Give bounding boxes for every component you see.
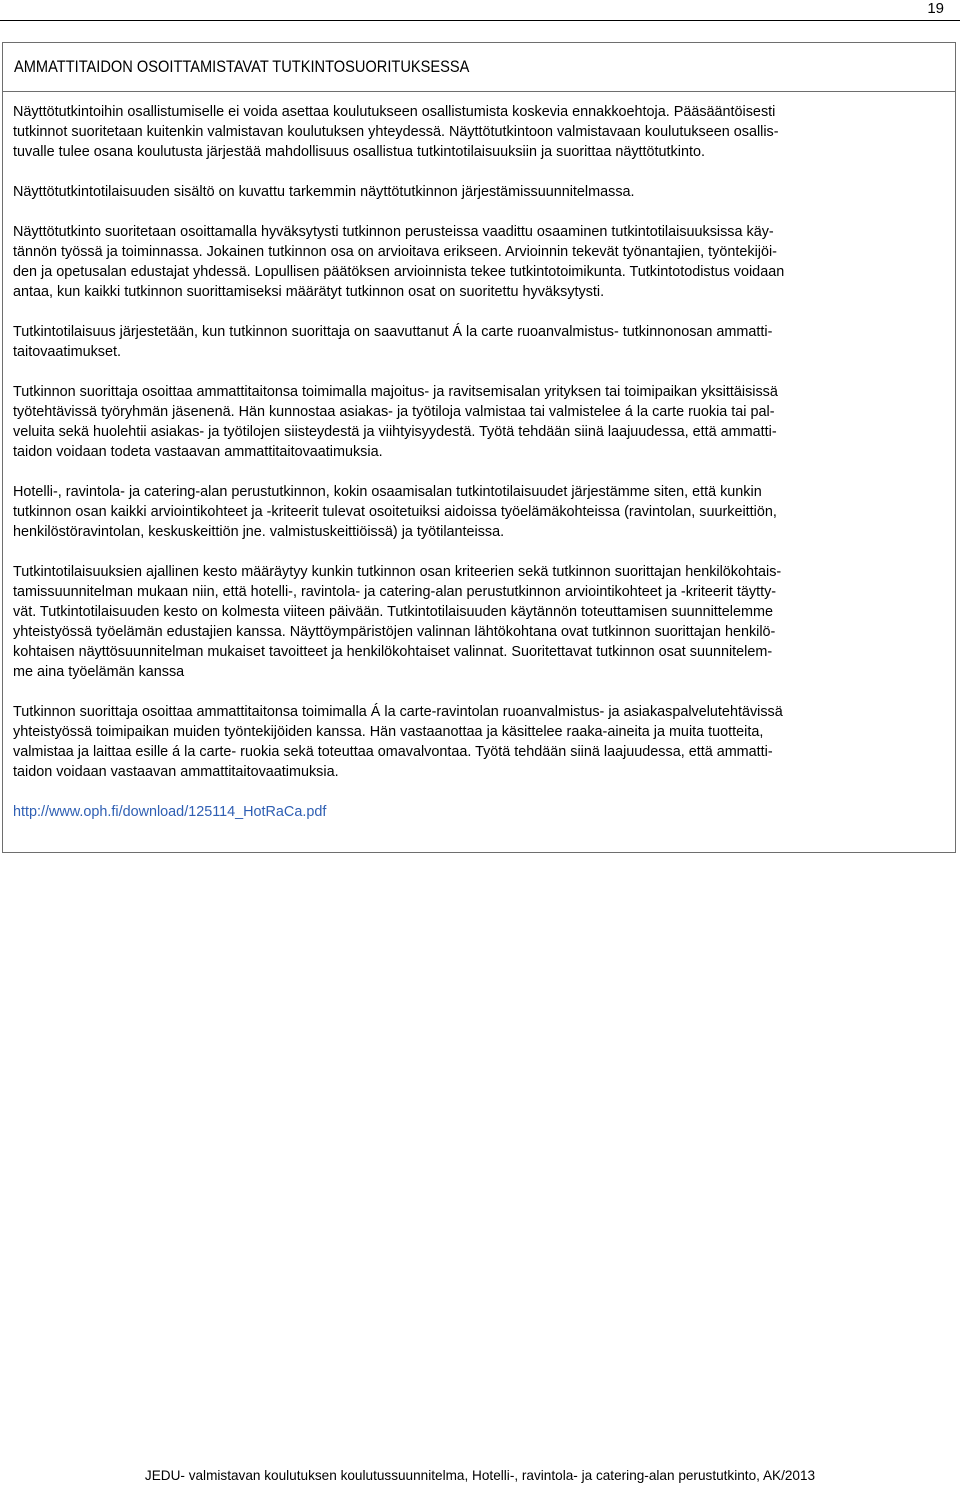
text-line: vät. Tutkintotilaisuuden kesto on kolmesta viiteen päivään. Tutkintotilaisuuden käytännön toteuttamisen suunnittelemme <box>13 604 773 620</box>
text-line: tutkinnon osan kaikki arviointikohteet ja -kriteerit tulevat osoitetuiksi aidoissa työelämäkohteissa (ravintolan, suurkeittiön, <box>13 504 777 520</box>
paragraph-8 <box>13 702 951 782</box>
text-line: tutkinnot suoritetaan kuitenkin valmistavan koulutuksen yhteydessä. Näyttötutkintoon valmistavaan koulutukseen osallis- <box>13 124 779 140</box>
text-line: työtehtävissä työryhmän jäsenenä. Hän kunnostaa asiakas- ja työtiloja valmistaa tai valmistelee á la carte ruokia tai pal- <box>13 404 775 420</box>
paragraph-2 <box>13 182 951 202</box>
page-number: 19 <box>927 0 944 17</box>
header-rule <box>0 20 960 21</box>
text-line: tuvalle tulee osana koulutusta järjestää mahdollisuus osallistua tutkintotilaisuuksiin ja suorittaa näyttötutkinto. <box>13 144 705 160</box>
document-title: AMMATTITAIDON OSOITTAMISTAVAT TUTKINTOSUORITUKSESSA <box>14 57 470 76</box>
text-line: tännön työssä ja toiminnassa. Jokainen tutkinnon osa on arvioitava erikseen. Arvioinnin tekevät työnantajien, työntekijöi- <box>13 244 777 260</box>
paragraph-1 <box>13 102 951 162</box>
pdf-link[interactable]: http://www.oph.fi/download/125114_HotRaCa.pdf <box>13 804 327 820</box>
text-line: me aina työelämän kanssa <box>13 664 185 680</box>
text-line: veluita sekä huolehtii asiakas- ja työtilojen siisteydestä ja viihtyisyydestä. Työtä tehdään siinä laajuudessa, että ammatti- <box>13 424 777 440</box>
paragraph-5 <box>13 382 951 462</box>
content-box <box>2 42 956 853</box>
text-line: henkilöstöravintolan, keskuskeittiön jne. valmistuskeittiöissä) ja työtilanteissa. <box>13 524 505 540</box>
text-line: Tutkinnon suorittaja osoittaa ammattitaitonsa toimimalla Á la carte-ravintolan ruoanvalmistus- ja asiakaspalvelutehtävissä <box>13 704 783 720</box>
text-line: antaa, kun kaikki tutkinnon suorittamiseksi määrätyt tutkinnon osat on suoritettu hyväksytysti. <box>13 284 605 300</box>
text-line: taitovaatimukset. <box>13 344 121 360</box>
title-bar <box>3 43 955 92</box>
paragraph-7 <box>13 562 951 682</box>
text-line: yhteistyössä työelämän edustajien kanssa. Näyttöympäristöjen valinnan lähtökohtana ovat tutkinnon suorittajan henkilö- <box>13 624 776 640</box>
text-line: Tutkintotilaisuus järjestetään, kun tutkinnon suorittaja on saavuttanut Á la carte ruoanvalmistus- tutkinnonosan ammatti- <box>13 324 773 340</box>
paragraph-3 <box>13 222 951 302</box>
link-paragraph <box>13 802 951 822</box>
text-line: kohtaisen näyttösuunnitelman mukaiset tavoitteet ja henkilökohtaiset valinnat. Suoritettavat tutkinnon osat suunnitelem- <box>13 644 773 660</box>
document-body <box>13 102 951 822</box>
text-line: taidon voidaan vastaavan ammattitaitovaatimuksia. <box>13 764 339 780</box>
text-line: Tutkinnon suorittaja osoittaa ammattitaitonsa toimimalla majoitus- ja ravitsemisalan yrityksen tai toimipaikan yksittäisissä <box>13 384 778 400</box>
text-line: taidon voidaan todeta vastaavan ammattitaitovaatimuksia. <box>13 444 383 460</box>
text-line: Näyttötutkintoihin osallistumiselle ei voida asettaa koulutukseen osallistumista koskevia ennakkoehtoja. Pääsääntöisesti <box>13 104 776 120</box>
text-line: Tutkintotilaisuuksien ajallinen kesto määräytyy kunkin tutkinnon osan kriteerien sekä tutkinnon suorittajan henkilökohtais- <box>13 564 782 580</box>
text-line: den ja opetusalan edustajat yhdessä. Lopullisen päätöksen arvioinnista tekee tutkintotoimikunta. Tutkintotodistus voidaan <box>13 264 785 280</box>
text-line: Näyttötutkinto suoritetaan osoittamalla hyväksytysti tutkinnon perusteissa vaadittu osaaminen tutkintotilaisuuksissa käy- <box>13 224 774 240</box>
text-line: Hotelli-, ravintola- ja catering-alan perustutkinnon, kokin osaamisalan tutkintotilaisuudet järjestämme siten, että kunkin <box>13 484 762 500</box>
paragraph-6 <box>13 482 951 542</box>
text-line: tamissuunnitelman mukaan niin, että hotelli-, ravintola- ja catering-alan perustutkinnon arviointikohteet ja -kriteerit täytty- <box>13 584 777 600</box>
paragraph-4 <box>13 322 951 362</box>
text-line: Näyttötutkintotilaisuuden sisältö on kuvattu tarkemmin näyttötutkinnon järjestämissuunnitelmassa. <box>13 184 635 200</box>
text-line: valmistaa ja laittaa esille á la carte- ruokia sekä toteuttaa omavalvontaa. Työtä tehdään siinä laajuudessa, että ammatti- <box>13 744 773 760</box>
text-line: yhteistyössä toimipaikan muiden työntekijöiden kanssa. Hän vastaanottaa ja käsittelee raaka-aineita ja muita tuotteita, <box>13 724 764 740</box>
page-footer: JEDU- valmistavan koulutuksen koulutussuunnitelma, Hotelli-, ravintola- ja catering-alan perustutkinto, AK/2013 <box>144 1468 816 1483</box>
